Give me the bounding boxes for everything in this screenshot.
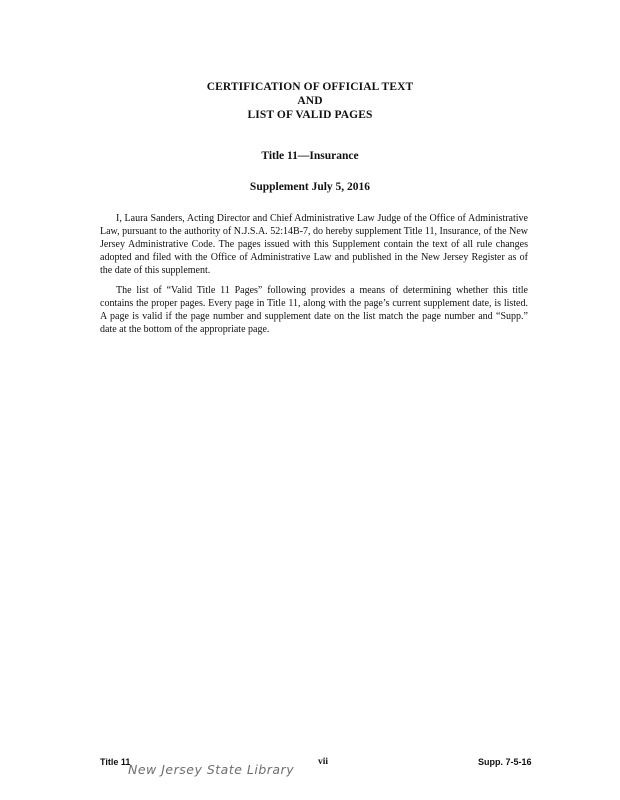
certification-heading	[0, 80, 620, 122]
footer-supp-date: Supp. 7-5-16	[478, 757, 532, 767]
heading-line-1: CERTIFICATION OF OFFICIAL TEXT	[206, 81, 414, 93]
page-footer	[0, 757, 620, 777]
body-text	[100, 212, 528, 343]
footer-title: Title 11	[100, 757, 131, 767]
title-name: Title 11—Insurance	[261, 150, 359, 162]
heading-line-3: LIST OF VALID PAGES	[247, 109, 373, 121]
paragraph-certification: I, Laura Sanders, Acting Director and Chief Administrative Law Judge of the Office of Administrative Law, pursuant to the authority of N.J.S.A. 52:14B-7, do hereby supplement Title 11, Insurance, of the New Jersey Administrative Code. The pages issued with this Supplement contain the text of all rule changes adopted and filed with the Office of Administrative Law and published in the New Jersey Register as of the date of this supplement.	[100, 213, 528, 276]
library-watermark: New Jersey State Library	[128, 762, 295, 777]
heading-line-2: AND	[297, 95, 323, 107]
supplement-date: Supplement July 5, 2016	[249, 181, 371, 193]
paragraph-valid-pages: The list of “Valid Title 11 Pages” following provides a means of determining whether this title contains the proper pages. Every page in Title 11, along with the page’s current supplement date, is listed. A page is valid if the page number and supplement date on the list match the page number and “Supp.” date at the bottom of the appropriate page.	[100, 285, 528, 335]
page-number: vii	[318, 757, 329, 767]
